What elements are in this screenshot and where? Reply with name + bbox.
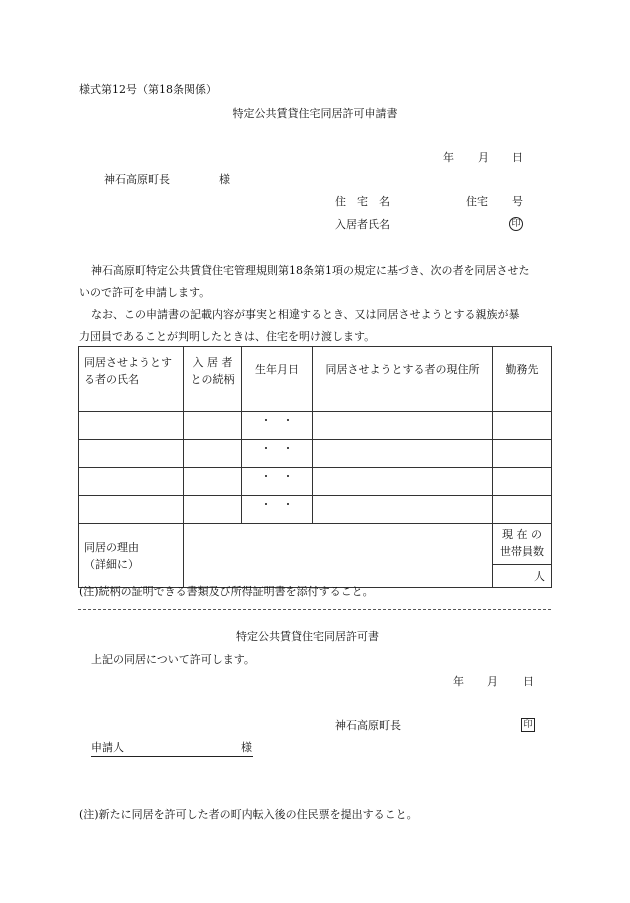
household-count-field[interactable]: [493, 565, 552, 588]
permit-applicant-line: [91, 742, 253, 757]
addressee-name: 神石高原町長: [104, 173, 170, 186]
table-row: [79, 468, 552, 496]
header-current-address: 同居させようとする者の現住所: [313, 347, 493, 412]
header-birthdate: 生年月日: [242, 347, 313, 412]
table-row: [79, 440, 552, 468]
cell-relation[interactable]: [184, 440, 242, 468]
cell-address[interactable]: [313, 440, 493, 468]
cell-relation[interactable]: [184, 496, 242, 524]
cell-name[interactable]: [79, 468, 184, 496]
date-year: 年: [443, 151, 454, 164]
cut-line: [78, 609, 551, 610]
permit-applicant-label: 申請人: [91, 741, 124, 754]
cell-workplace[interactable]: [493, 468, 552, 496]
cell-relation[interactable]: [184, 468, 242, 496]
body-para1-line1: 神石高原町特定公共賃貸住宅管理規則第18条第1項の規定に基づき、次の者を同居させた: [91, 264, 530, 277]
date-month: 月: [478, 151, 489, 164]
reason-field[interactable]: [184, 524, 493, 588]
resident-name-label: 入居者氏名: [335, 218, 390, 231]
cell-address[interactable]: [313, 468, 493, 496]
date-day: 日: [512, 151, 523, 164]
reason-label: 同居の理由 （詳細に）: [79, 524, 184, 588]
number-label: 号: [512, 195, 523, 208]
cell-birthdate[interactable]: ・ ・: [242, 496, 313, 524]
permit-date-month: 月: [487, 675, 498, 688]
cell-workplace[interactable]: [493, 496, 552, 524]
header-relation: 入 居 者 との続柄: [184, 347, 242, 412]
permit-date-day: 日: [523, 675, 534, 688]
household-unit: 人: [534, 569, 545, 583]
cell-birthdate[interactable]: ・ ・: [242, 440, 313, 468]
cohabitant-table: [78, 346, 552, 588]
table-header-row: [79, 347, 552, 412]
permit-date-year: 年: [453, 675, 464, 688]
cell-relation[interactable]: [184, 412, 242, 440]
cell-birthdate[interactable]: ・ ・: [242, 412, 313, 440]
seal-mark: 印: [509, 217, 523, 231]
header-name: 同居させようとす る者の氏名: [79, 347, 184, 412]
note-attachments: (注)続柄の証明できる書類及び所得証明書を添付すること。: [79, 585, 374, 598]
cell-workplace[interactable]: [493, 440, 552, 468]
form-number: 様式第12号（第18条関係）: [79, 83, 217, 96]
header-workplace: 勤務先: [493, 347, 552, 412]
permit-seal: 印: [521, 718, 535, 732]
cell-address[interactable]: [313, 496, 493, 524]
housing-name-label: 住 宅 名: [335, 195, 390, 208]
cell-name[interactable]: [79, 412, 184, 440]
cell-name[interactable]: [79, 440, 184, 468]
permit-text: 上記の同居について許可します。: [91, 653, 255, 666]
page-title: 特定公共賃貸住宅同居許可申請書: [232, 107, 398, 120]
housing-label: 住宅: [466, 195, 488, 208]
permit-issuer: 神石高原町長: [335, 719, 401, 732]
household-count-label: 現 在 の 世帯員数: [493, 524, 552, 565]
note-resident-card: (注)新たに同居を許可した者の町内転入後の住民票を提出すること。: [79, 808, 418, 821]
cell-name[interactable]: [79, 496, 184, 524]
body-para2-line2: 力団員であることが判明したときは、住宅を明け渡します。: [79, 330, 376, 343]
cell-birthdate[interactable]: ・ ・: [242, 468, 313, 496]
body-para1-line2: いので許可を申請します。: [79, 286, 211, 299]
table-row: [79, 496, 552, 524]
reason-row: [79, 524, 552, 565]
permit-applicant-honorific: 様: [241, 741, 252, 754]
cell-workplace[interactable]: [493, 412, 552, 440]
permit-title: 特定公共賃貸住宅同居許可書: [236, 630, 379, 643]
cell-address[interactable]: [313, 412, 493, 440]
addressee-honorific: 様: [219, 173, 230, 186]
body-para2-line1: なお、この申請書の記載内容が事実と相違するとき、又は同居させようとする親族が暴: [91, 308, 520, 321]
table-row: [79, 412, 552, 440]
